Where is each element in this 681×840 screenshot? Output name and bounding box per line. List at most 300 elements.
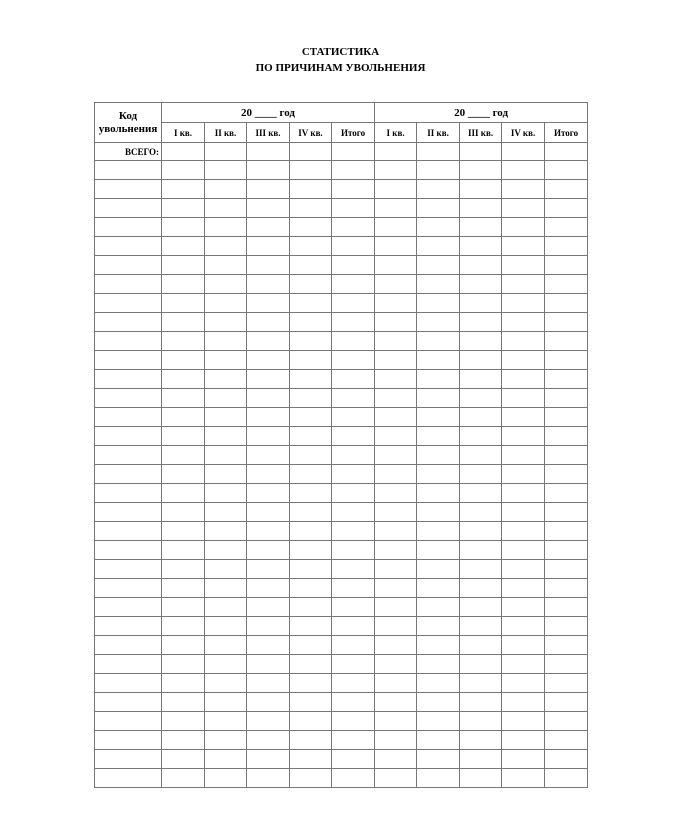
table-cell[interactable] xyxy=(460,332,502,351)
table-cell[interactable] xyxy=(460,712,502,731)
code-cell[interactable] xyxy=(95,199,162,218)
table-cell[interactable] xyxy=(162,351,205,370)
code-cell[interactable] xyxy=(95,522,162,541)
table-cell[interactable] xyxy=(502,655,545,674)
table-cell[interactable] xyxy=(162,579,205,598)
table-cell[interactable] xyxy=(290,617,332,636)
table-cell[interactable] xyxy=(247,769,290,788)
table-cell[interactable] xyxy=(247,446,290,465)
table-cell[interactable] xyxy=(375,503,417,522)
table-cell[interactable] xyxy=(375,617,417,636)
table-cell[interactable] xyxy=(290,143,332,161)
table-cell[interactable] xyxy=(290,522,332,541)
code-cell[interactable] xyxy=(95,313,162,332)
table-cell[interactable] xyxy=(290,294,332,313)
table-cell[interactable] xyxy=(162,199,205,218)
table-cell[interactable] xyxy=(417,389,460,408)
table-cell[interactable] xyxy=(162,161,205,180)
table-cell[interactable] xyxy=(502,769,545,788)
table-cell[interactable] xyxy=(332,579,375,598)
table-cell[interactable] xyxy=(417,560,460,579)
table-cell[interactable] xyxy=(460,617,502,636)
table-cell[interactable] xyxy=(290,237,332,256)
table-cell[interactable] xyxy=(545,693,588,712)
table-cell[interactable] xyxy=(417,370,460,389)
code-cell[interactable] xyxy=(95,750,162,769)
table-cell[interactable] xyxy=(247,408,290,427)
code-cell[interactable] xyxy=(95,693,162,712)
table-cell[interactable] xyxy=(375,560,417,579)
table-cell[interactable] xyxy=(545,389,588,408)
table-cell[interactable] xyxy=(545,408,588,427)
table-cell[interactable] xyxy=(417,143,460,161)
table-cell[interactable] xyxy=(460,769,502,788)
table-cell[interactable] xyxy=(332,313,375,332)
table-cell[interactable] xyxy=(332,218,375,237)
table-cell[interactable] xyxy=(205,541,247,560)
table-cell[interactable] xyxy=(247,294,290,313)
table-cell[interactable] xyxy=(332,712,375,731)
table-cell[interactable] xyxy=(247,427,290,446)
table-cell[interactable] xyxy=(460,313,502,332)
table-cell[interactable] xyxy=(290,161,332,180)
table-cell[interactable] xyxy=(205,389,247,408)
table-cell[interactable] xyxy=(332,484,375,503)
table-cell[interactable] xyxy=(205,218,247,237)
table-cell[interactable] xyxy=(290,579,332,598)
table-cell[interactable] xyxy=(417,617,460,636)
code-cell[interactable] xyxy=(95,446,162,465)
table-cell[interactable] xyxy=(545,731,588,750)
table-cell[interactable] xyxy=(545,351,588,370)
table-cell[interactable] xyxy=(375,351,417,370)
code-cell[interactable] xyxy=(95,769,162,788)
code-cell[interactable] xyxy=(95,598,162,617)
table-cell[interactable] xyxy=(417,427,460,446)
table-cell[interactable] xyxy=(545,655,588,674)
table-cell[interactable] xyxy=(162,370,205,389)
code-cell[interactable] xyxy=(95,560,162,579)
table-cell[interactable] xyxy=(417,655,460,674)
table-cell[interactable] xyxy=(417,484,460,503)
code-cell[interactable] xyxy=(95,636,162,655)
table-cell[interactable] xyxy=(502,161,545,180)
table-cell[interactable] xyxy=(417,332,460,351)
table-cell[interactable] xyxy=(247,237,290,256)
table-cell[interactable] xyxy=(460,503,502,522)
table-cell[interactable] xyxy=(460,636,502,655)
table-cell[interactable] xyxy=(332,180,375,199)
table-cell[interactable] xyxy=(502,712,545,731)
table-cell[interactable] xyxy=(502,484,545,503)
table-cell[interactable] xyxy=(332,674,375,693)
table-cell[interactable] xyxy=(332,617,375,636)
table-cell[interactable] xyxy=(162,389,205,408)
table-cell[interactable] xyxy=(205,351,247,370)
table-cell[interactable] xyxy=(545,237,588,256)
table-cell[interactable] xyxy=(545,275,588,294)
table-cell[interactable] xyxy=(205,408,247,427)
table-cell[interactable] xyxy=(545,180,588,199)
table-cell[interactable] xyxy=(417,199,460,218)
table-cell[interactable] xyxy=(460,560,502,579)
table-cell[interactable] xyxy=(417,408,460,427)
table-cell[interactable] xyxy=(502,351,545,370)
table-cell[interactable] xyxy=(502,617,545,636)
code-cell[interactable] xyxy=(95,465,162,484)
table-cell[interactable] xyxy=(162,560,205,579)
table-cell[interactable] xyxy=(162,446,205,465)
table-cell[interactable] xyxy=(417,636,460,655)
code-cell[interactable] xyxy=(95,275,162,294)
table-cell[interactable] xyxy=(332,769,375,788)
table-cell[interactable] xyxy=(417,674,460,693)
table-cell[interactable] xyxy=(205,484,247,503)
code-cell[interactable] xyxy=(95,503,162,522)
table-cell[interactable] xyxy=(375,313,417,332)
table-cell[interactable] xyxy=(375,389,417,408)
table-cell[interactable] xyxy=(290,598,332,617)
table-cell[interactable] xyxy=(460,218,502,237)
table-cell[interactable] xyxy=(205,636,247,655)
table-cell[interactable] xyxy=(545,484,588,503)
table-cell[interactable] xyxy=(290,218,332,237)
code-cell[interactable] xyxy=(95,655,162,674)
table-cell[interactable] xyxy=(247,503,290,522)
code-cell[interactable] xyxy=(95,731,162,750)
table-cell[interactable] xyxy=(290,408,332,427)
table-cell[interactable] xyxy=(417,256,460,275)
table-cell[interactable] xyxy=(332,161,375,180)
table-cell[interactable] xyxy=(162,674,205,693)
table-cell[interactable] xyxy=(332,370,375,389)
code-cell[interactable] xyxy=(95,218,162,237)
table-cell[interactable] xyxy=(332,731,375,750)
table-cell[interactable] xyxy=(460,731,502,750)
code-cell[interactable] xyxy=(95,370,162,389)
table-cell[interactable] xyxy=(205,750,247,769)
table-cell[interactable] xyxy=(375,370,417,389)
table-cell[interactable] xyxy=(460,674,502,693)
table-cell[interactable] xyxy=(205,427,247,446)
table-cell[interactable] xyxy=(290,693,332,712)
table-cell[interactable] xyxy=(205,161,247,180)
table-cell[interactable] xyxy=(162,313,205,332)
table-cell[interactable] xyxy=(545,560,588,579)
table-cell[interactable] xyxy=(502,294,545,313)
table-cell[interactable] xyxy=(545,256,588,275)
table-cell[interactable] xyxy=(375,237,417,256)
code-cell[interactable] xyxy=(95,617,162,636)
table-cell[interactable] xyxy=(205,560,247,579)
table-cell[interactable] xyxy=(375,693,417,712)
table-cell[interactable] xyxy=(247,351,290,370)
table-cell[interactable] xyxy=(460,693,502,712)
table-cell[interactable] xyxy=(502,218,545,237)
table-cell[interactable] xyxy=(417,161,460,180)
table-cell[interactable] xyxy=(502,370,545,389)
table-cell[interactable] xyxy=(205,275,247,294)
table-cell[interactable] xyxy=(375,636,417,655)
table-cell[interactable] xyxy=(247,674,290,693)
table-cell[interactable] xyxy=(417,712,460,731)
table-cell[interactable] xyxy=(460,408,502,427)
table-cell[interactable] xyxy=(162,712,205,731)
table-cell[interactable] xyxy=(417,522,460,541)
table-cell[interactable] xyxy=(247,143,290,161)
table-cell[interactable] xyxy=(332,427,375,446)
table-cell[interactable] xyxy=(162,332,205,351)
table-cell[interactable] xyxy=(332,750,375,769)
table-cell[interactable] xyxy=(247,541,290,560)
table-cell[interactable] xyxy=(332,408,375,427)
table-cell[interactable] xyxy=(417,579,460,598)
table-cell[interactable] xyxy=(332,522,375,541)
code-cell[interactable] xyxy=(95,579,162,598)
table-cell[interactable] xyxy=(502,427,545,446)
table-cell[interactable] xyxy=(417,180,460,199)
code-cell[interactable] xyxy=(95,294,162,313)
table-cell[interactable] xyxy=(290,389,332,408)
code-cell[interactable] xyxy=(95,237,162,256)
table-cell[interactable] xyxy=(375,143,417,161)
table-cell[interactable] xyxy=(205,313,247,332)
table-cell[interactable] xyxy=(205,598,247,617)
table-cell[interactable] xyxy=(545,674,588,693)
table-cell[interactable] xyxy=(502,389,545,408)
table-cell[interactable] xyxy=(545,541,588,560)
table-cell[interactable] xyxy=(502,408,545,427)
table-cell[interactable] xyxy=(205,617,247,636)
table-cell[interactable] xyxy=(502,674,545,693)
table-cell[interactable] xyxy=(247,712,290,731)
table-cell[interactable] xyxy=(417,769,460,788)
table-cell[interactable] xyxy=(545,218,588,237)
table-cell[interactable] xyxy=(545,598,588,617)
table-cell[interactable] xyxy=(545,332,588,351)
table-cell[interactable] xyxy=(205,237,247,256)
table-cell[interactable] xyxy=(290,541,332,560)
table-cell[interactable] xyxy=(502,332,545,351)
table-cell[interactable] xyxy=(247,579,290,598)
table-cell[interactable] xyxy=(290,674,332,693)
table-cell[interactable] xyxy=(502,275,545,294)
table-cell[interactable] xyxy=(502,237,545,256)
table-cell[interactable] xyxy=(502,446,545,465)
table-cell[interactable] xyxy=(205,143,247,161)
table-cell[interactable] xyxy=(205,655,247,674)
code-cell[interactable] xyxy=(95,389,162,408)
table-cell[interactable] xyxy=(290,731,332,750)
table-cell[interactable] xyxy=(502,180,545,199)
table-cell[interactable] xyxy=(290,332,332,351)
table-cell[interactable] xyxy=(332,693,375,712)
table-cell[interactable] xyxy=(205,256,247,275)
table-cell[interactable] xyxy=(162,294,205,313)
table-cell[interactable] xyxy=(502,522,545,541)
code-cell[interactable] xyxy=(95,332,162,351)
table-cell[interactable] xyxy=(375,218,417,237)
table-cell[interactable] xyxy=(375,731,417,750)
table-cell[interactable] xyxy=(460,389,502,408)
table-cell[interactable] xyxy=(332,351,375,370)
table-cell[interactable] xyxy=(460,484,502,503)
table-cell[interactable] xyxy=(460,143,502,161)
table-cell[interactable] xyxy=(502,503,545,522)
table-cell[interactable] xyxy=(247,313,290,332)
table-cell[interactable] xyxy=(332,143,375,161)
table-cell[interactable] xyxy=(460,522,502,541)
table-cell[interactable] xyxy=(460,598,502,617)
code-cell[interactable] xyxy=(95,674,162,693)
table-cell[interactable] xyxy=(290,351,332,370)
table-cell[interactable] xyxy=(162,143,205,161)
table-cell[interactable] xyxy=(502,731,545,750)
table-cell[interactable] xyxy=(417,503,460,522)
table-cell[interactable] xyxy=(247,617,290,636)
table-cell[interactable] xyxy=(545,313,588,332)
table-cell[interactable] xyxy=(162,237,205,256)
table-cell[interactable] xyxy=(247,750,290,769)
table-cell[interactable] xyxy=(247,522,290,541)
table-cell[interactable] xyxy=(290,484,332,503)
table-cell[interactable] xyxy=(247,199,290,218)
table-cell[interactable] xyxy=(332,503,375,522)
table-cell[interactable] xyxy=(502,560,545,579)
table-cell[interactable] xyxy=(162,180,205,199)
table-cell[interactable] xyxy=(460,750,502,769)
table-cell[interactable] xyxy=(460,655,502,674)
table-cell[interactable] xyxy=(290,275,332,294)
table-cell[interactable] xyxy=(502,465,545,484)
table-cell[interactable] xyxy=(502,541,545,560)
table-cell[interactable] xyxy=(375,465,417,484)
table-cell[interactable] xyxy=(162,503,205,522)
table-cell[interactable] xyxy=(375,294,417,313)
table-cell[interactable] xyxy=(247,256,290,275)
table-cell[interactable] xyxy=(460,541,502,560)
table-cell[interactable] xyxy=(545,579,588,598)
table-cell[interactable] xyxy=(375,541,417,560)
table-cell[interactable] xyxy=(247,636,290,655)
table-cell[interactable] xyxy=(247,731,290,750)
code-cell[interactable] xyxy=(95,256,162,275)
table-cell[interactable] xyxy=(290,313,332,332)
table-cell[interactable] xyxy=(332,199,375,218)
table-cell[interactable] xyxy=(375,484,417,503)
table-cell[interactable] xyxy=(375,332,417,351)
table-cell[interactable] xyxy=(460,465,502,484)
table-cell[interactable] xyxy=(162,427,205,446)
table-cell[interactable] xyxy=(290,636,332,655)
table-cell[interactable] xyxy=(502,693,545,712)
table-cell[interactable] xyxy=(205,712,247,731)
table-cell[interactable] xyxy=(417,750,460,769)
table-cell[interactable] xyxy=(375,750,417,769)
table-cell[interactable] xyxy=(247,275,290,294)
table-cell[interactable] xyxy=(290,503,332,522)
table-cell[interactable] xyxy=(545,370,588,389)
table-cell[interactable] xyxy=(205,674,247,693)
table-cell[interactable] xyxy=(375,712,417,731)
table-cell[interactable] xyxy=(502,579,545,598)
code-cell[interactable] xyxy=(95,484,162,503)
table-cell[interactable] xyxy=(162,522,205,541)
table-cell[interactable] xyxy=(545,712,588,731)
table-cell[interactable] xyxy=(460,237,502,256)
code-cell[interactable] xyxy=(95,180,162,199)
table-cell[interactable] xyxy=(545,446,588,465)
table-cell[interactable] xyxy=(460,161,502,180)
table-cell[interactable] xyxy=(247,332,290,351)
table-cell[interactable] xyxy=(205,180,247,199)
table-cell[interactable] xyxy=(460,427,502,446)
table-cell[interactable] xyxy=(375,522,417,541)
table-cell[interactable] xyxy=(247,598,290,617)
table-cell[interactable] xyxy=(332,256,375,275)
code-cell[interactable] xyxy=(95,408,162,427)
code-cell[interactable] xyxy=(95,351,162,370)
table-cell[interactable] xyxy=(375,579,417,598)
table-cell[interactable] xyxy=(162,218,205,237)
table-cell[interactable] xyxy=(375,674,417,693)
table-cell[interactable] xyxy=(162,256,205,275)
table-cell[interactable] xyxy=(332,465,375,484)
table-cell[interactable] xyxy=(247,161,290,180)
table-cell[interactable] xyxy=(290,446,332,465)
table-cell[interactable] xyxy=(417,294,460,313)
table-cell[interactable] xyxy=(545,427,588,446)
table-cell[interactable] xyxy=(460,180,502,199)
table-cell[interactable] xyxy=(332,389,375,408)
table-cell[interactable] xyxy=(502,313,545,332)
table-cell[interactable] xyxy=(162,598,205,617)
table-cell[interactable] xyxy=(375,446,417,465)
table-cell[interactable] xyxy=(290,427,332,446)
table-cell[interactable] xyxy=(460,446,502,465)
table-cell[interactable] xyxy=(205,769,247,788)
code-cell[interactable] xyxy=(95,712,162,731)
table-cell[interactable] xyxy=(417,465,460,484)
table-cell[interactable] xyxy=(247,655,290,674)
table-cell[interactable] xyxy=(545,161,588,180)
table-cell[interactable] xyxy=(375,275,417,294)
table-cell[interactable] xyxy=(290,655,332,674)
table-cell[interactable] xyxy=(162,484,205,503)
code-cell[interactable] xyxy=(95,427,162,446)
table-cell[interactable] xyxy=(332,560,375,579)
table-cell[interactable] xyxy=(417,351,460,370)
table-cell[interactable] xyxy=(502,199,545,218)
table-cell[interactable] xyxy=(460,256,502,275)
table-cell[interactable] xyxy=(332,294,375,313)
table-cell[interactable] xyxy=(502,143,545,161)
table-cell[interactable] xyxy=(375,769,417,788)
table-cell[interactable] xyxy=(162,731,205,750)
table-cell[interactable] xyxy=(332,541,375,560)
code-cell[interactable] xyxy=(95,541,162,560)
table-cell[interactable] xyxy=(247,484,290,503)
table-cell[interactable] xyxy=(290,769,332,788)
table-cell[interactable] xyxy=(332,446,375,465)
table-cell[interactable] xyxy=(290,199,332,218)
table-cell[interactable] xyxy=(502,598,545,617)
code-cell[interactable] xyxy=(95,161,162,180)
table-cell[interactable] xyxy=(290,370,332,389)
table-cell[interactable] xyxy=(375,598,417,617)
table-cell[interactable] xyxy=(247,180,290,199)
table-cell[interactable] xyxy=(332,275,375,294)
